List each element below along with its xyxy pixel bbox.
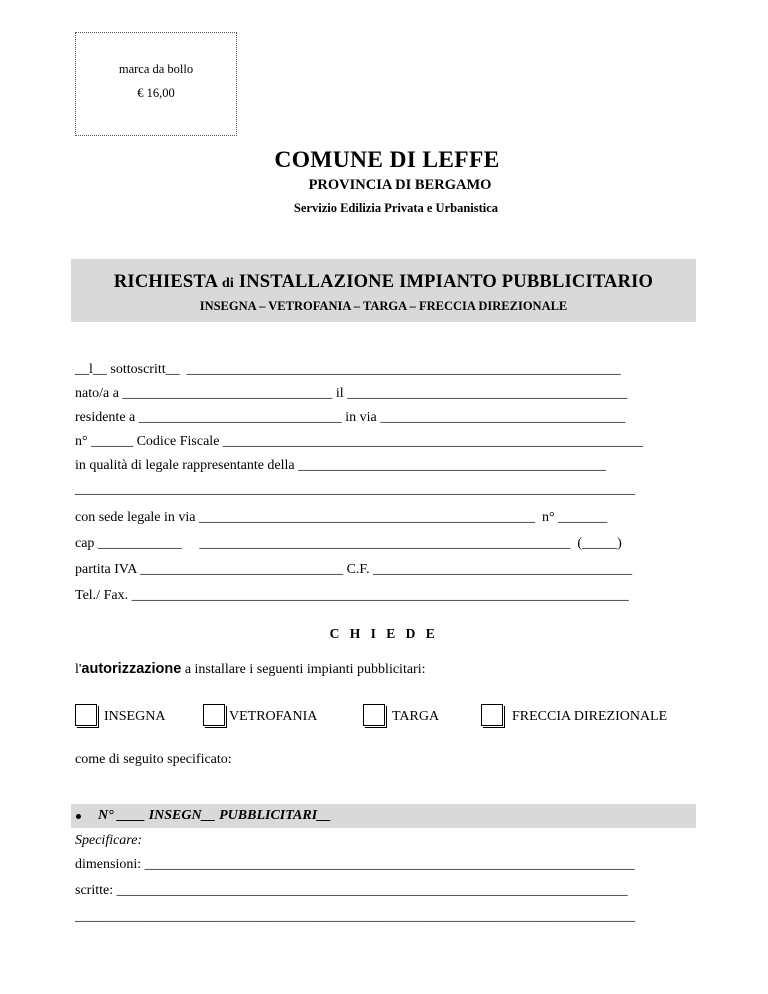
- request-title-part1: RICHIESTA: [113, 272, 222, 292]
- auth-suffix: a installare i seguenti impianti pubblicitari:: [181, 662, 426, 677]
- insegna-label: INSEGNA: [104, 709, 166, 724]
- request-subtitle: INSEGNA – VETROFANIA – TARGA – FRECCIA DIREZIONALE: [199, 299, 568, 313]
- request-heading: C H I E D E: [329, 626, 439, 641]
- section-title[interactable]: N° ____ INSEGN__ PUBBLICITARI__: [98, 808, 332, 823]
- dimensions-field[interactable]: dimensioni: ______________________________________________________________________: [75, 857, 635, 872]
- as-follows-text: come di seguito specificato:: [75, 752, 232, 767]
- province-title: [0, 177, 768, 194]
- revenue-stamp-box: [75, 32, 237, 136]
- freccia-label: FRECCIA DIREZIONALE: [512, 709, 668, 724]
- request-title: [71, 272, 696, 293]
- request-title-part2: INSTALLAZIONE IMPIANTO PUBBLICITARIO: [234, 272, 654, 292]
- insegna-checkbox[interactable]: [75, 704, 97, 726]
- applicant-name-field[interactable]: __l__ sottoscritt__ ______________________________________________________________: [75, 362, 621, 377]
- birth-place-date-field[interactable]: nato/a a ______________________________ il ________________________________________: [75, 386, 628, 401]
- municipality-title-text: COMUNE DI LEFFE: [274, 147, 500, 173]
- specify-label: Specificare:: [75, 833, 143, 848]
- office-title-text: Servizio Edilizia Privata e Urbanistica: [293, 201, 499, 215]
- bullet-icon: [76, 814, 81, 819]
- company-name-field[interactable]: ________________________________________________________________________________: [75, 482, 635, 497]
- legal-representative-field[interactable]: in qualità di legale rappresentante della ____________________________________________: [75, 458, 607, 473]
- auth-prefix: l': [75, 662, 82, 677]
- residence-field[interactable]: residente a _____________________________ in via ___________________________________: [75, 410, 626, 425]
- stamp-label: marca da bollo: [118, 62, 194, 76]
- phone-fax-field[interactable]: Tel./ Fax. _______________________________________________________________________: [75, 588, 629, 603]
- text-field[interactable]: scritte: _________________________________________________________________________: [75, 883, 628, 898]
- authorization-text: [75, 661, 426, 678]
- tax-code-field[interactable]: n° ______ Codice Fiscale ____________________________________________________________: [75, 434, 643, 449]
- targa-checkbox[interactable]: [363, 704, 385, 726]
- municipality-title: [0, 147, 768, 174]
- stamp-amount: € 16,00: [137, 86, 175, 100]
- vat-cf-field[interactable]: partita IVA _____________________________ C.F. _____________________________________: [75, 562, 633, 577]
- request-banner: [71, 259, 696, 322]
- office-title: [0, 201, 768, 216]
- postcode-city-field[interactable]: cap ____________ _____________________________________________________ (_____): [75, 536, 622, 551]
- vetrofania-checkbox[interactable]: [203, 704, 225, 726]
- extra-text-field[interactable]: ________________________________________________________________________________: [75, 909, 635, 924]
- vetrofania-label: VETROFANIA: [229, 709, 318, 724]
- targa-label: TARGA: [392, 709, 440, 724]
- request-title-di: di: [221, 276, 235, 291]
- registered-office-field[interactable]: con sede legale in via ________________________________________________ n° _______: [75, 510, 608, 525]
- freccia-checkbox[interactable]: [481, 704, 503, 726]
- auth-bold: autorizzazione: [81, 661, 182, 677]
- province-title-text: PROVINCIA DI BERGAMO: [308, 177, 492, 193]
